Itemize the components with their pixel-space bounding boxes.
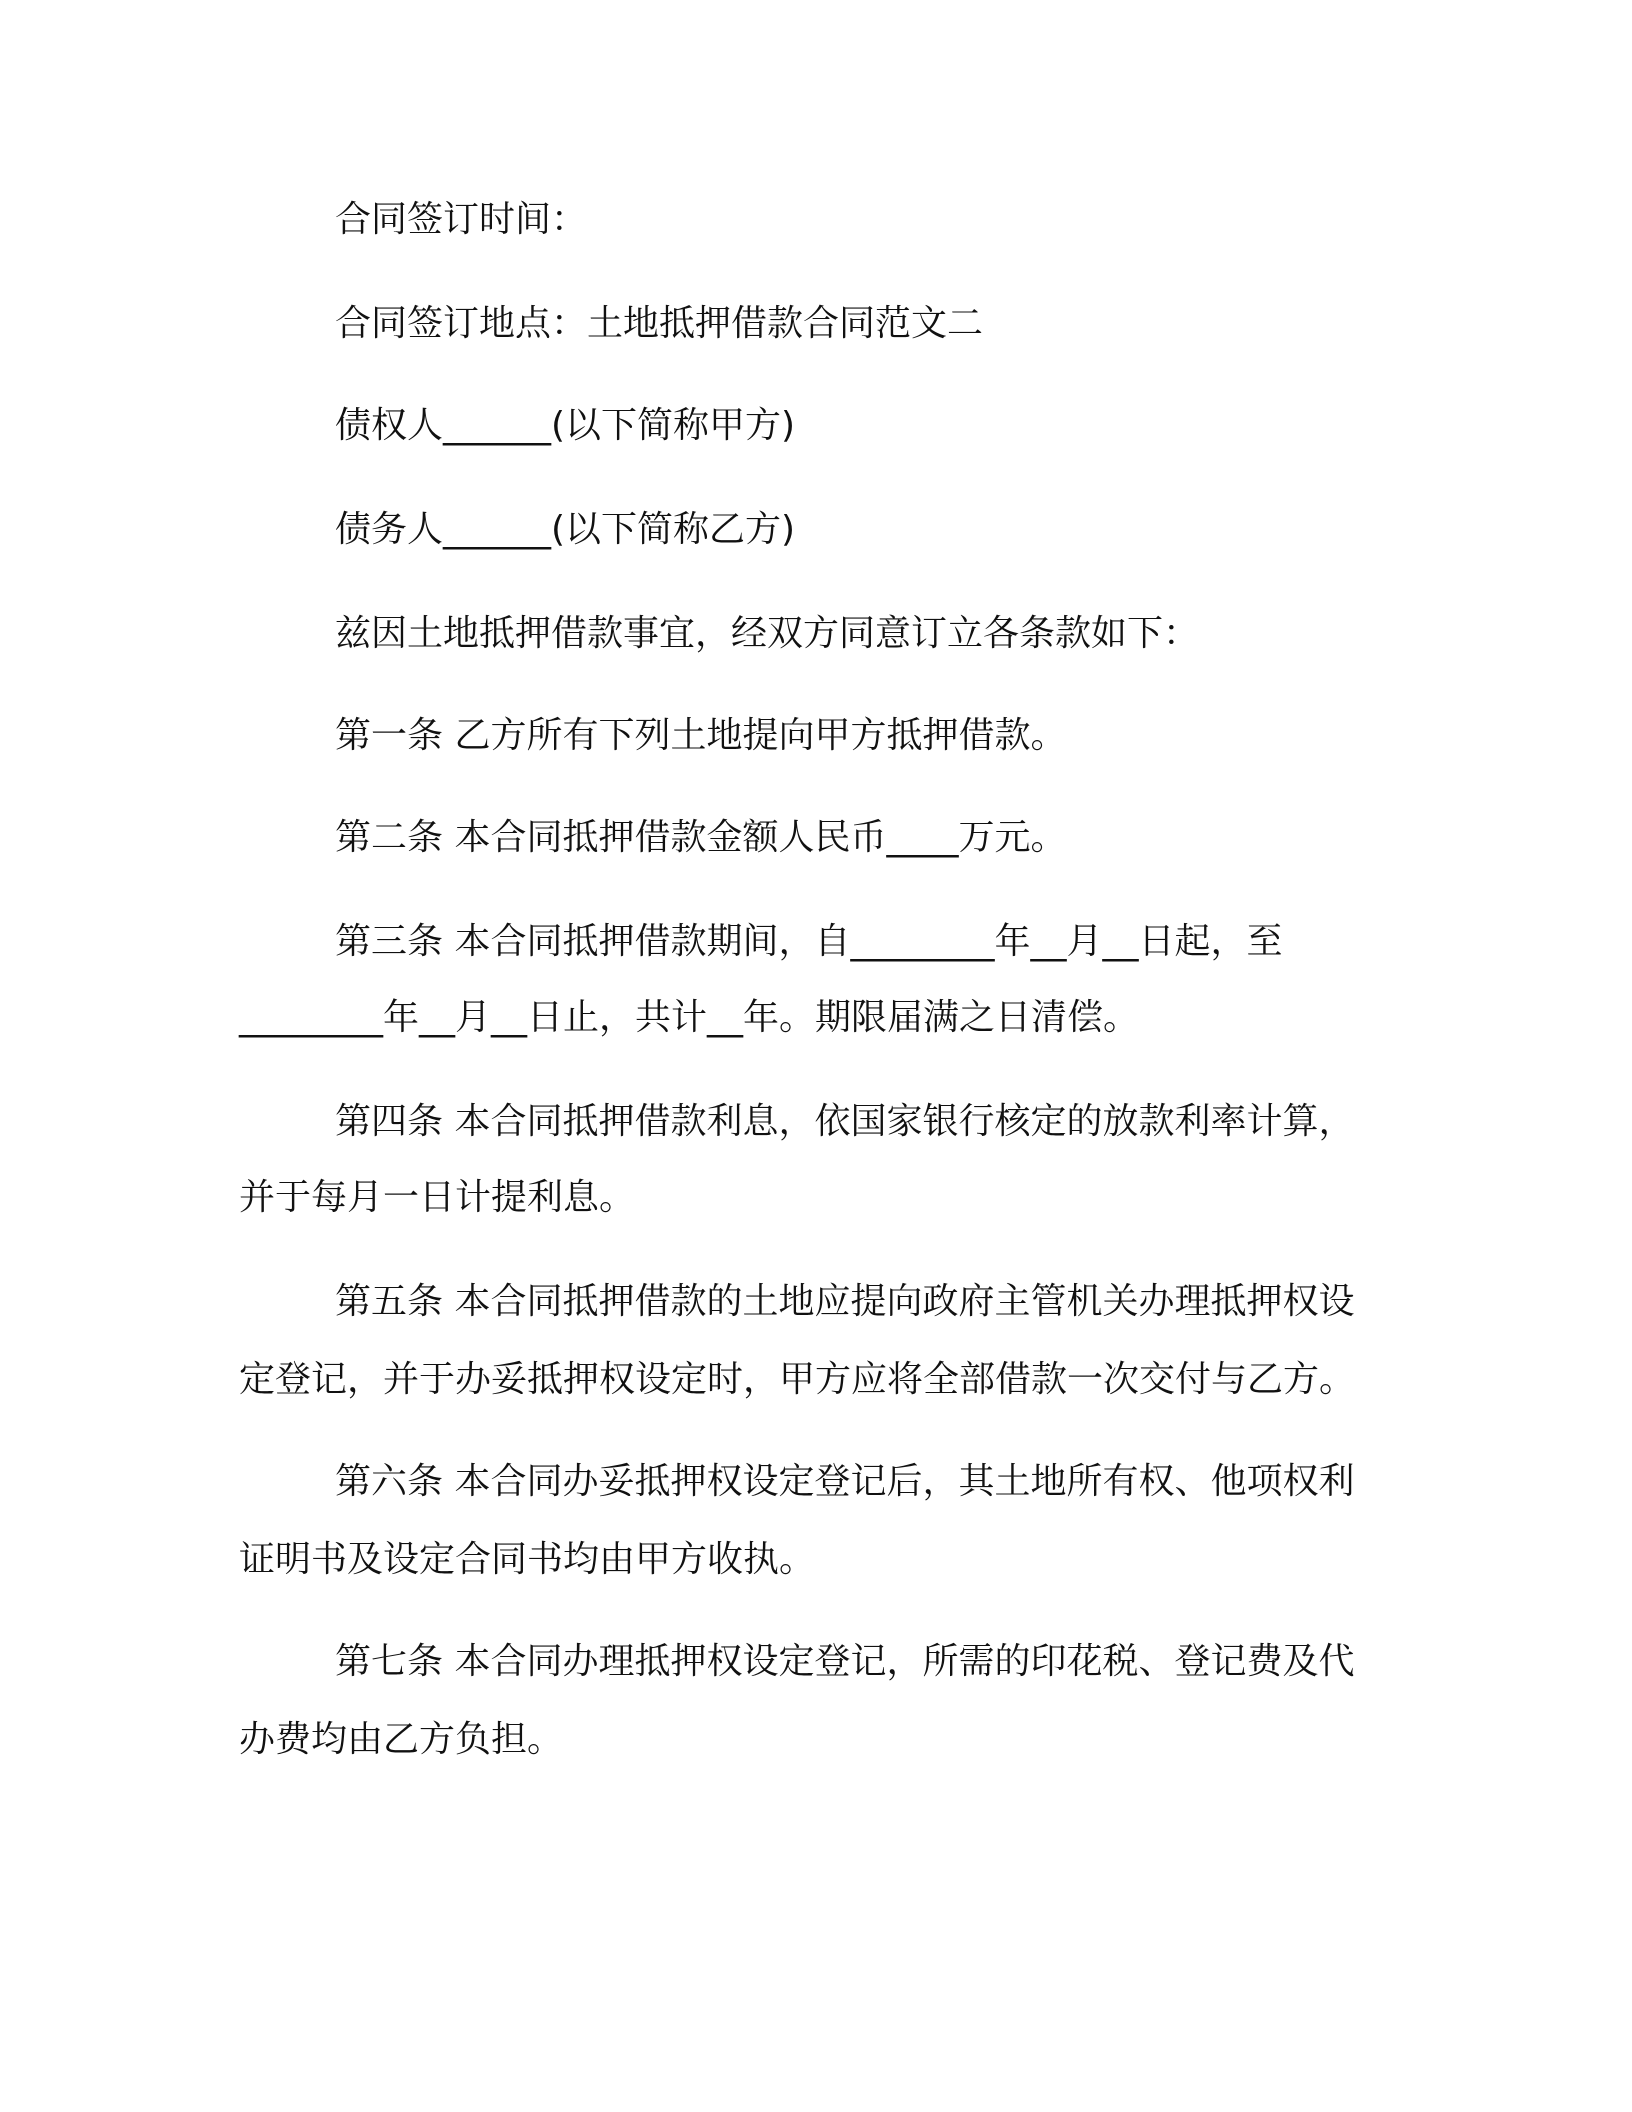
debtor-line: 债务人______(以下简称乙方): [335, 509, 796, 550]
signing-time-line: 合同签订时间：: [335, 199, 588, 240]
article-5-line-2: 定登记，并于办妥抵押权设定时，甲方应将全部借款一次交付与乙方。: [239, 1359, 1356, 1400]
article-5-line-1: 第五条 本合同抵押借款的土地应提向政府主管机关办理抵押权设: [335, 1281, 1355, 1322]
article-7-line-2: 办费均由乙方负担。: [239, 1719, 564, 1760]
article-1-line: 第一条 乙方所有下列土地提向甲方抵押借款。: [335, 715, 1067, 756]
creditor-line: 债权人______(以下简称甲方): [335, 405, 796, 446]
article-2-line: 第二条 本合同抵押借款金额人民币____万元。: [335, 817, 1067, 858]
article-7-line-1: 第七条 本合同办理抵押权设定登记，所需的印花税、登记费及代: [335, 1641, 1355, 1682]
article-3-line-1: 第三条 本合同抵押借款期间，自________年__月__日起，至: [335, 921, 1283, 962]
article-4-line-1: 第四条 本合同抵押借款利息，依国家银行核定的放款利率计算，: [335, 1101, 1355, 1142]
preamble-line: 兹因土地抵押借款事宜，经双方同意订立各条款如下：: [335, 613, 1200, 654]
article-3-line-2: ________年__月__日止，共计__年。期限届满之日清偿。: [239, 997, 1140, 1038]
article-6-line-2: 证明书及设定合同书均由甲方收执。: [239, 1539, 816, 1580]
signing-place-line: 合同签订地点：土地抵押借款合同范文二: [335, 303, 984, 344]
article-6-line-1: 第六条 本合同办妥抵押权设定登记后，其土地所有权、他项权利: [335, 1461, 1355, 1502]
article-4-line-2: 并于每月一日计提利息。: [239, 1177, 636, 1218]
